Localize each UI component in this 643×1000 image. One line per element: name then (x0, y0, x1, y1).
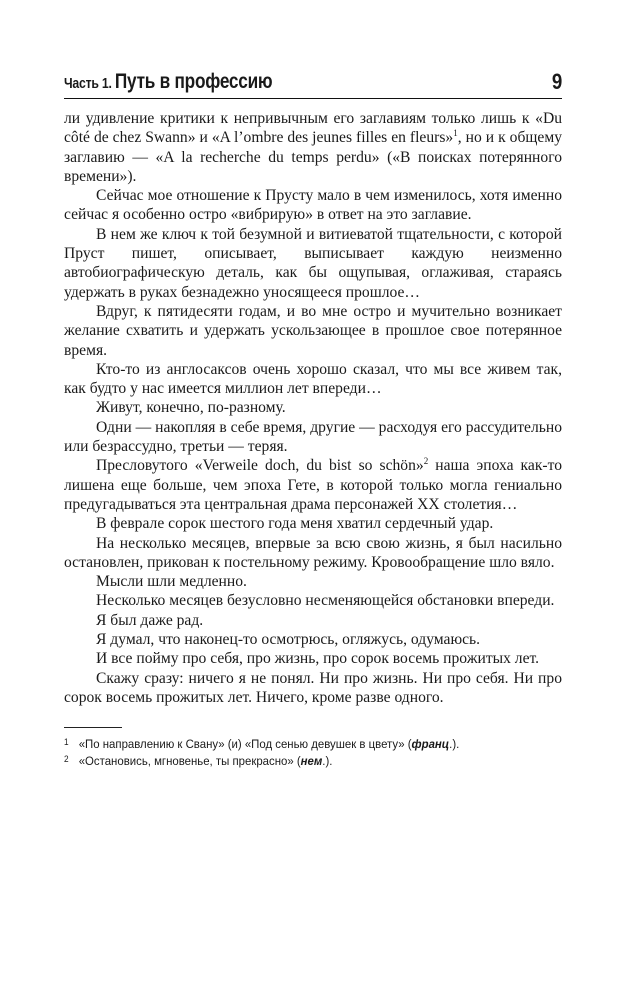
text-run: И все пойму про себя, про жизнь, про сорок восемь прожитых лет. (96, 650, 540, 668)
page-number: 9 (551, 69, 562, 94)
paragraph (64, 534, 562, 573)
book-page (64, 70, 562, 770)
footnote (64, 736, 559, 753)
text-run: Кто-то из англосаксов очень хорошо сказал, что мы все живем так, как будто у нас имеется миллион лет впереди… (64, 360, 562, 398)
text-run: Одни — накопляя в себе время, другие — расходуя его рассудительно или безрассудно, третьи — теряя. (64, 418, 562, 456)
text-run: На несколько месяцев, впервые за всю свою жизнь, я был насильно остановлен, прикован к постельному режиму. Кровообращение шло вяло. (64, 534, 562, 571)
footnote-ref: 1 (453, 128, 458, 139)
paragraph (64, 630, 562, 649)
footnote-number: 2 (64, 754, 69, 765)
footnote-ref: 2 (423, 456, 429, 467)
text-run: Несколько месяцев безусловно несменяющейся обстановки впереди. (96, 592, 555, 610)
text-run: , но и к общему заглавию — «A la recherche du temps perdu» («В поисках потерянного времени»). (64, 129, 562, 185)
paragraph (64, 398, 562, 417)
text-run: наша эпоха как-то лишена еще больше, чем эпоха Гете, в которой только могла гениально предугадываться эта центральная драма персонажей XX столетия… (64, 457, 562, 513)
part-title: Путь в профессию (114, 70, 273, 93)
text-run: В нем же ключ к той безумной и витиеватой тщательности, с которой Пруст пишет, описывает, выписывает каждую неизменно автобиографическую деталь, как бы ощупывая, оглаживая, стараясь удержать в руках безнадежно уносящееся прошлое… (64, 225, 562, 301)
text-run: .). (322, 754, 333, 769)
text-run: Пресловутого «Verweile doch, du bist so schön» (96, 457, 424, 475)
paragraph (64, 514, 562, 533)
paragraph (64, 591, 562, 610)
paragraph (64, 572, 562, 591)
paragraph (64, 109, 562, 186)
paragraph (64, 649, 562, 668)
paragraph (64, 669, 562, 708)
footnote-number: 1 (64, 737, 69, 748)
part-label: Часть 1. (64, 75, 112, 92)
text-run: Сейчас мое отношение к Прусту мало в чем изменилось, хотя именно сейчас я особенно остро «вибрирую» в ответ на это заглавие. (64, 187, 562, 224)
footnote-divider (64, 727, 122, 728)
text-run: нем (300, 754, 323, 769)
paragraph (64, 360, 562, 399)
paragraph (64, 225, 562, 302)
paragraph (64, 302, 562, 360)
body-text (64, 109, 562, 707)
paragraph (64, 456, 562, 514)
text-run: Живут, конечно, по-разному. (96, 399, 286, 417)
text-run: ли удивление критики к непривычным его заглавиям только лишь к «Du côté de chez Swann» и «A l’ombre des jeunes filles en fleurs» (64, 110, 562, 147)
footnote (64, 753, 559, 770)
text-run: Мысли шли медленно. (96, 573, 247, 591)
text-run: «По направлению к Свану» (и) «Под сенью девушек в цвету» ( (78, 737, 412, 752)
text-run: Я думал, что наконец-то осмотрюсь, огляжусь, одумаюсь. (96, 631, 481, 649)
text-run: Я был даже рад. (96, 611, 204, 629)
part-heading (64, 70, 272, 94)
footnotes (64, 736, 559, 770)
text-run: В феврале сорок шестого года меня хватил сердечный удар. (96, 515, 494, 533)
paragraph (64, 186, 562, 225)
text-run: франц (411, 737, 450, 752)
text-run: Скажу сразу: ничего я не понял. Ни про жизнь. Ни про себя. Ни про сорок восемь прожитых лет. Ничего, кроме разве одного. (64, 669, 562, 706)
text-run: .). (449, 737, 460, 752)
paragraph (64, 418, 562, 457)
text-run: Вдруг, к пятидесяти годам, и во мне остро и мучительно возникает желание схватить и удержать ускользающее в прошлое свое потерянное время. (64, 302, 562, 359)
paragraph (64, 611, 562, 630)
text-run: «Остановись, мгновенье, ты прекрасно» ( (78, 754, 301, 769)
running-head (64, 70, 562, 99)
